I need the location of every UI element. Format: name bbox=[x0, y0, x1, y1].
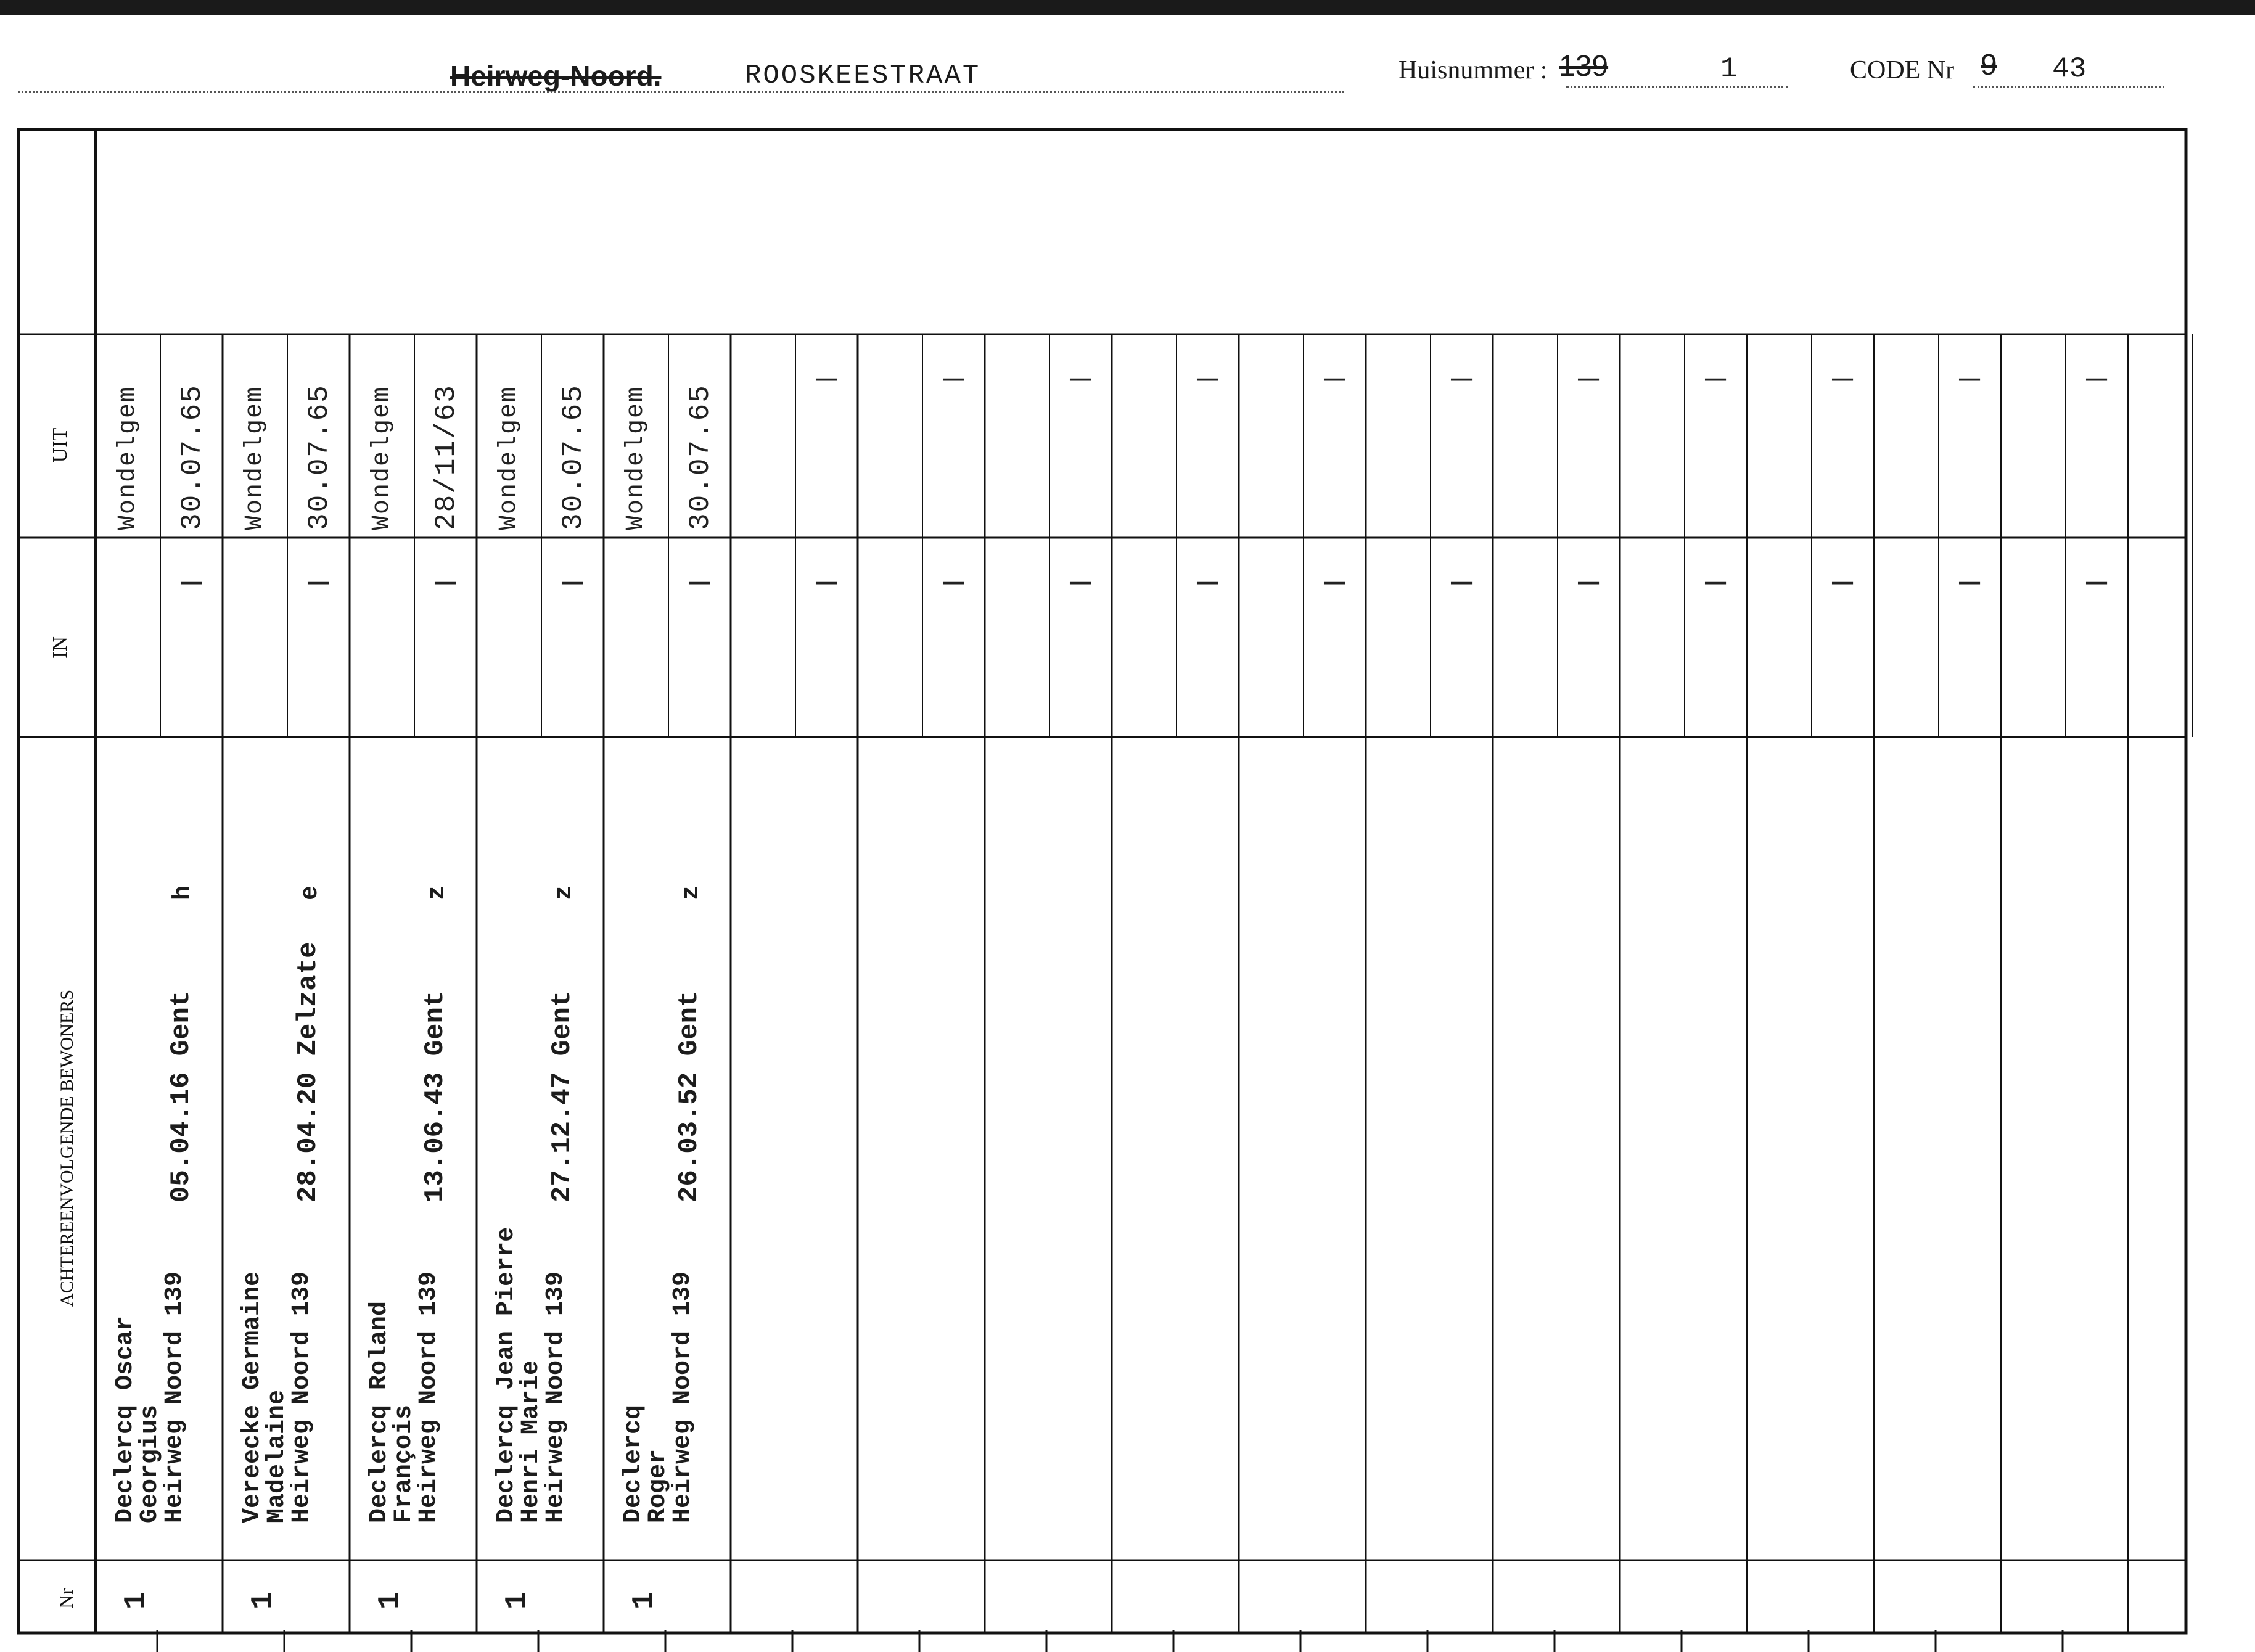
resident-nr: 1 bbox=[628, 1592, 661, 1609]
uit-place: Wondelgem bbox=[622, 385, 650, 530]
resident-birth: 13.06.43 Gent bbox=[420, 990, 451, 1202]
resident-name-line: Vereecke Germaine bbox=[239, 1271, 266, 1523]
uit-empty-dash: — bbox=[816, 360, 837, 399]
uit-empty-dash: — bbox=[1959, 360, 1980, 399]
resident-name-line: Roger bbox=[644, 1449, 672, 1523]
in-value: — bbox=[689, 563, 710, 602]
resident-birth: 27.12.47 Gent bbox=[547, 990, 578, 1202]
in-value: — bbox=[435, 563, 456, 602]
uit-date: 30.07.65 bbox=[303, 384, 335, 530]
house-number-label: Huisnummer : bbox=[1399, 56, 1548, 84]
uit-empty-dash: — bbox=[943, 360, 964, 399]
in-value: — bbox=[562, 563, 583, 602]
resident-name-line: Heirweg Noord 139 bbox=[288, 1271, 316, 1523]
resident-name-line: Henri Marie bbox=[517, 1360, 545, 1523]
uit-empty-dash: — bbox=[1578, 360, 1599, 399]
resident-mark: z bbox=[678, 885, 705, 900]
resident-mark: h bbox=[170, 885, 197, 900]
uit-place: Wondelgem bbox=[495, 385, 523, 530]
uit-date: 30.07.65 bbox=[176, 384, 208, 530]
resident-birth: 28.04.20 Zelzate bbox=[293, 942, 324, 1202]
house-number-new: 1 bbox=[1720, 53, 1738, 85]
uit-empty-dash: — bbox=[1070, 360, 1091, 399]
in-empty-dash: — bbox=[1705, 563, 1726, 602]
resident-name-line: Declercq Jean Pierre bbox=[493, 1227, 520, 1523]
uit-empty-dash: — bbox=[1705, 360, 1726, 399]
row-label-bewoners: ACHTEREENVOLGENDE BEWONERS bbox=[57, 989, 77, 1307]
uit-place: Wondelgem bbox=[241, 385, 269, 530]
in-empty-dash: — bbox=[1578, 563, 1599, 602]
in-empty-dash: — bbox=[1324, 563, 1345, 602]
in-empty-dash: — bbox=[1451, 563, 1472, 602]
resident-nr: 1 bbox=[120, 1592, 153, 1609]
in-value: — bbox=[181, 563, 202, 602]
street-name: ROOSKEESTRAAT bbox=[745, 60, 981, 91]
resident-name-line: Declercq Roland bbox=[366, 1301, 393, 1523]
resident-mark: e bbox=[297, 885, 324, 900]
resident-name-line: Declercq bbox=[620, 1404, 647, 1523]
uit-empty-dash: — bbox=[1832, 360, 1853, 399]
resident-name-line: Heirweg Noord 139 bbox=[161, 1271, 189, 1523]
row-label-uit: UIT bbox=[49, 427, 72, 463]
row-label-in: IN bbox=[49, 636, 72, 659]
uit-empty-dash: — bbox=[2086, 360, 2107, 399]
uit-empty-dash: — bbox=[1197, 360, 1218, 399]
in-empty-dash: — bbox=[943, 563, 964, 602]
resident-name-line: Madelaine bbox=[263, 1389, 291, 1523]
resident-nr: 1 bbox=[501, 1592, 534, 1609]
uit-place: Wondelgem bbox=[114, 385, 142, 530]
resident-name-line: Heirweg Noord 139 bbox=[415, 1271, 443, 1523]
resident-name-line: Georgius bbox=[136, 1404, 164, 1523]
in-empty-dash: — bbox=[816, 563, 837, 602]
in-value: — bbox=[308, 563, 329, 602]
code-label: CODE Nr bbox=[1850, 56, 1955, 84]
house-number-old: 139 bbox=[1559, 50, 1609, 83]
uit-place: Wondelgem bbox=[368, 385, 396, 530]
in-empty-dash: — bbox=[1832, 563, 1853, 602]
table-frame bbox=[18, 129, 2186, 1633]
uit-date: 30.07.65 bbox=[684, 384, 717, 530]
code-new: 43 bbox=[2052, 53, 2087, 85]
in-empty-dash: — bbox=[2086, 563, 2107, 602]
resident-mark: z bbox=[424, 885, 451, 900]
resident-name-line: Heirweg Noord 139 bbox=[542, 1271, 570, 1523]
uit-date: 28/11/63 bbox=[430, 384, 462, 530]
uit-date: 30.07.65 bbox=[557, 384, 589, 530]
resident-name-line: Declercq Oscar bbox=[112, 1315, 139, 1523]
uit-empty-dash: — bbox=[1451, 360, 1472, 399]
resident-name-line: Heirweg Noord 139 bbox=[669, 1271, 697, 1523]
uit-empty-dash: — bbox=[1324, 360, 1345, 399]
code-old: 9 bbox=[1981, 49, 1997, 81]
in-empty-dash: — bbox=[1959, 563, 1980, 602]
in-empty-dash: — bbox=[1197, 563, 1218, 602]
resident-mark: z bbox=[551, 885, 578, 900]
resident-birth: 05.04.16 Gent bbox=[166, 990, 197, 1202]
resident-birth: 26.03.52 Gent bbox=[674, 990, 705, 1202]
in-empty-dash: — bbox=[1070, 563, 1091, 602]
old-street-name: Heirweg-Noord. bbox=[450, 60, 662, 92]
resident-name-line: François bbox=[390, 1404, 418, 1523]
resident-nr: 1 bbox=[247, 1592, 280, 1609]
row-label-nr: Nr bbox=[55, 1588, 77, 1609]
resident-nr: 1 bbox=[374, 1592, 407, 1609]
